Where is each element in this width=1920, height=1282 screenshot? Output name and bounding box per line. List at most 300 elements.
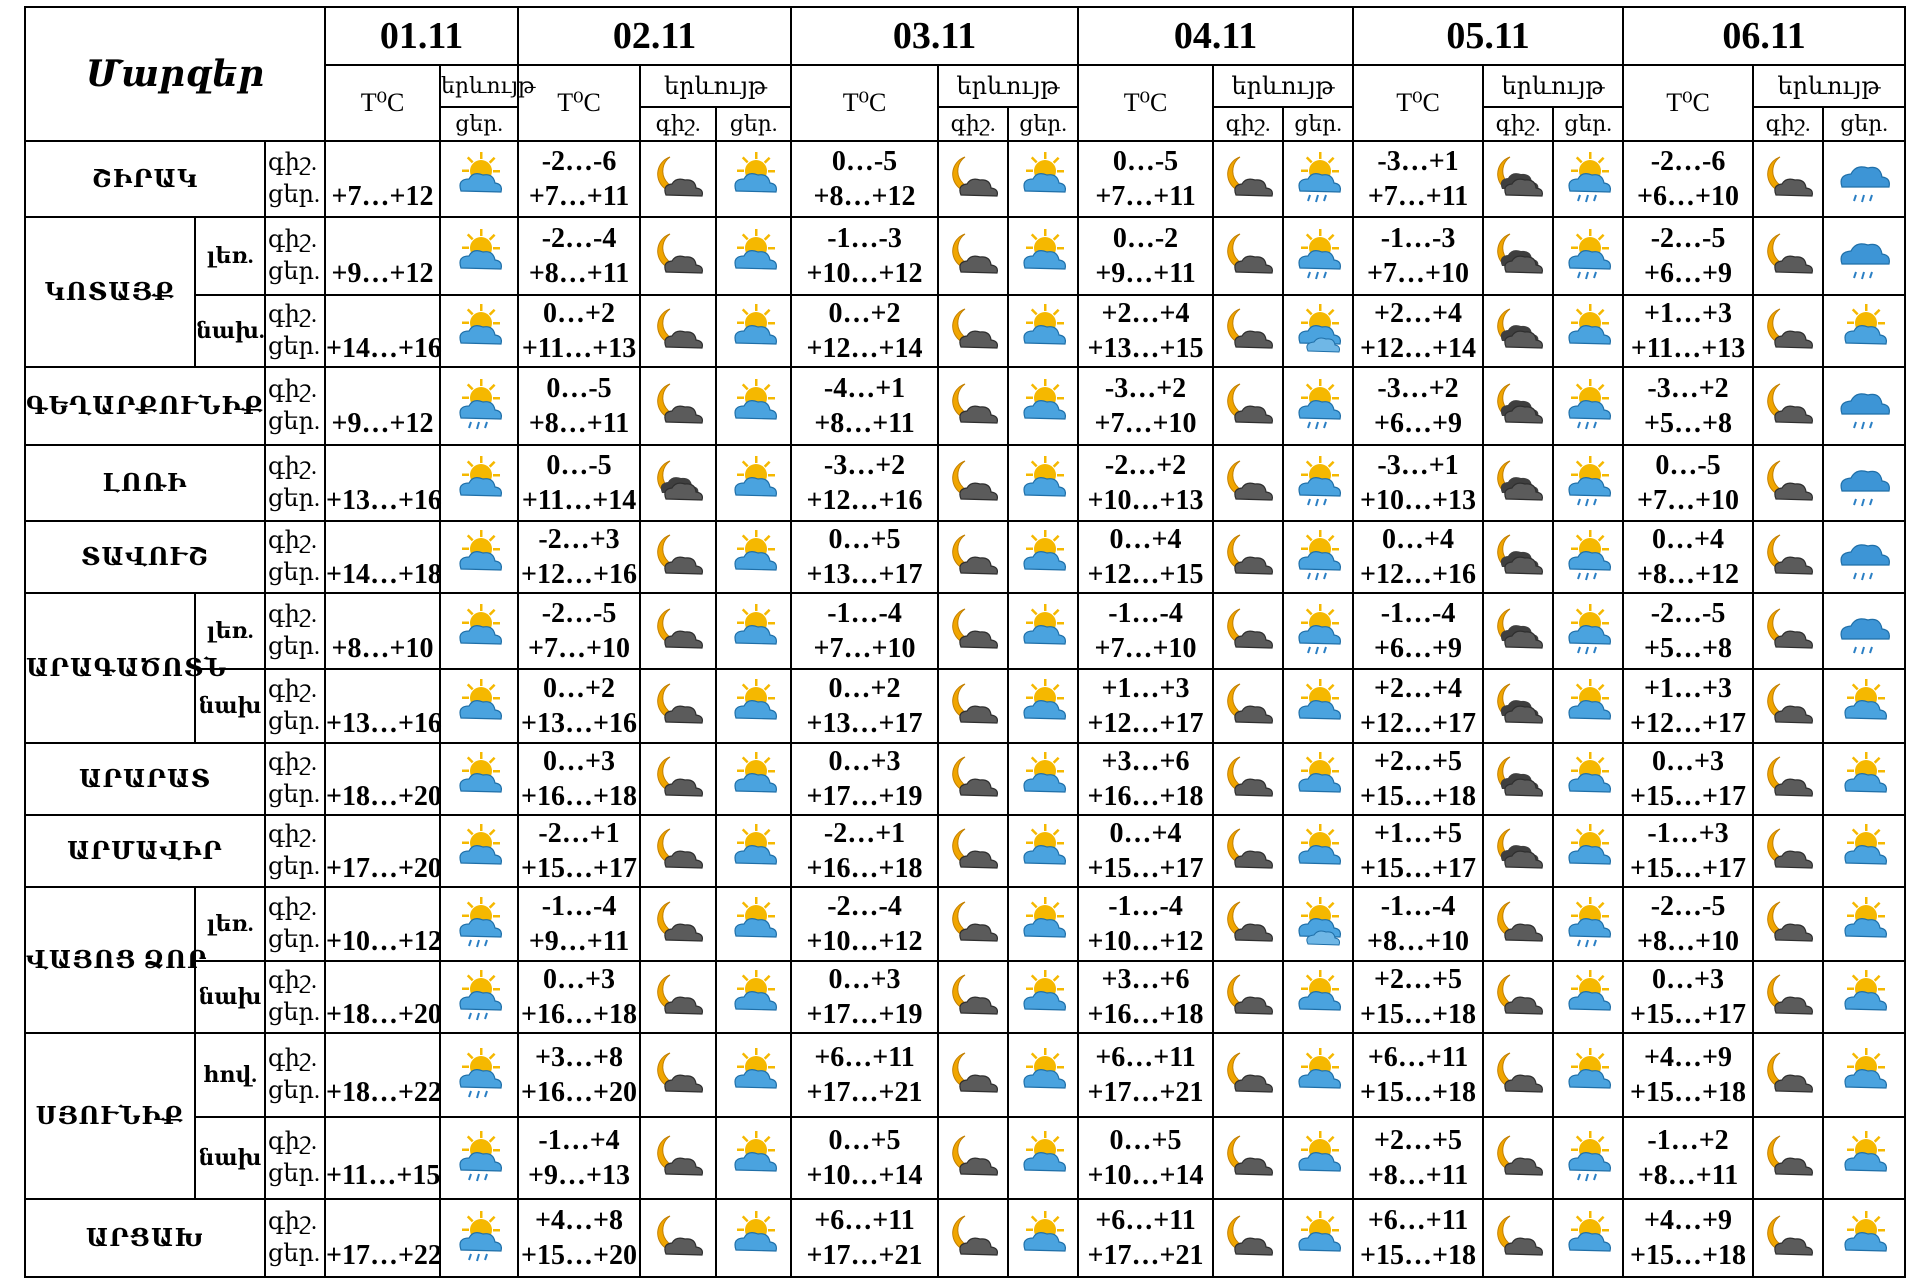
moon-dark-clouds-icon: [1483, 521, 1553, 593]
day-label: ցեր.: [268, 1241, 320, 1267]
temperature-cell: [325, 1117, 440, 1199]
temperature-cell: [518, 887, 640, 961]
sun-cloud-icon: [440, 217, 518, 295]
night-temp: +6…+11: [1367, 1042, 1469, 1073]
sun-clouds-icon: [1283, 887, 1353, 961]
temperature-cell: [791, 743, 938, 815]
day-temp: +16…+20: [521, 1077, 637, 1108]
sun-cloud-icon: [1008, 1199, 1078, 1277]
day-temp: +13…+15: [1087, 333, 1204, 364]
night-temp: 0…+3: [828, 746, 901, 777]
night-temp: +1…+3: [1644, 673, 1732, 704]
day-temp: +12…+14: [806, 333, 923, 364]
region-name: ԱՐԱՐԱՏ: [25, 743, 265, 815]
temperature-cell: [518, 295, 640, 367]
temperature-cell: [1078, 669, 1213, 743]
moon-dark-clouds-icon: [1483, 141, 1553, 217]
night-label: գիշ.: [268, 895, 317, 921]
day-temp: +11…+13: [1630, 333, 1746, 364]
temperature-cell: [791, 1199, 938, 1277]
moon-cloud-icon: [1213, 1117, 1283, 1199]
night-temp: 0…+4: [1382, 524, 1454, 555]
sun-cloud-rain-icon: [440, 367, 518, 445]
moon-cloud-icon: [1753, 367, 1823, 445]
moon-cloud-icon: [1753, 141, 1823, 217]
night-temp: +2…+5: [1374, 964, 1462, 995]
temperature-cell: [1353, 295, 1483, 367]
moon-cloud-icon: [1483, 1199, 1553, 1277]
day-temp: +8…+11: [814, 408, 915, 439]
sun-cloud-rain-icon: [1283, 521, 1353, 593]
temperature-cell: [325, 593, 440, 669]
night-temp: 0…+3: [543, 746, 615, 777]
sun-cloud-icon: [1553, 1199, 1623, 1277]
temperature-cell: [791, 961, 938, 1033]
temp-header: T⁰C: [1078, 65, 1213, 141]
day-temp: +17…+21: [806, 1077, 923, 1108]
phenomenon-header: երևույթ: [938, 65, 1078, 107]
day-label: ցեր.: [1823, 107, 1905, 141]
moon-cloud-icon: [640, 593, 716, 669]
day-label: ցեր.: [268, 182, 320, 208]
temperature-cell: [1353, 1199, 1483, 1277]
sun-cloud-icon: [1823, 743, 1905, 815]
day-label: ցեր.: [268, 486, 320, 512]
temp-header: T⁰C: [518, 65, 640, 141]
day-temp: +15…+17: [1630, 781, 1746, 812]
region-name: ԿՈՏԱՅՔ: [25, 217, 195, 367]
night-temp: [326, 744, 439, 779]
zone-label: լեռ.: [195, 593, 265, 669]
day-temp: +17…+19: [806, 781, 923, 812]
night-label: գիշ.: [268, 1209, 317, 1235]
zone-label: հով.: [195, 1033, 265, 1117]
day-temp: +9…+13: [528, 1160, 630, 1191]
sun-cloud-icon: [1553, 1033, 1623, 1117]
temperature-cell: [791, 445, 938, 521]
night-temp: +3…+6: [1101, 746, 1190, 777]
night-temp: +1…+3: [1644, 298, 1732, 329]
day-temp: +15…+17: [1630, 999, 1746, 1030]
moon-cloud-icon: [640, 815, 716, 887]
zone-label: լեռ.: [195, 887, 265, 961]
sun-cloud-icon: [1008, 815, 1078, 887]
day-temp: +14…+18: [326, 559, 442, 590]
night-temp: [326, 1040, 439, 1075]
night-temp: [326, 1123, 439, 1158]
temperature-cell: [518, 1117, 640, 1199]
time-of-day: [265, 669, 325, 743]
sun-cloud-icon: [1008, 743, 1078, 815]
day-temp: +12…+16: [806, 485, 923, 516]
region-name: ԳԵՂԱՐՔՈՒՆԻՔ: [25, 367, 265, 445]
moon-dark-clouds-icon: [1483, 445, 1553, 521]
night-temp: -2…-5: [1650, 223, 1726, 254]
temperature-cell: [1353, 1117, 1483, 1199]
sun-cloud-icon: [1008, 1117, 1078, 1199]
night-temp: [326, 1203, 439, 1238]
moon-cloud-icon: [1753, 593, 1823, 669]
moon-cloud-icon: [938, 1199, 1008, 1277]
temperature-cell: [1353, 815, 1483, 887]
temperature-cell: [325, 887, 440, 961]
zone-label: լեռ.: [195, 217, 265, 295]
night-label: գիշ.: [1753, 107, 1823, 141]
temperature-cell: [1353, 593, 1483, 669]
sun-cloud-icon: [1283, 1033, 1353, 1117]
sun-cloud-icon: [440, 815, 518, 887]
night-temp: -1…+2: [1647, 1125, 1729, 1156]
day-temp: +7…+10: [813, 633, 916, 664]
night-temp: -2…-5: [541, 598, 617, 629]
moon-cloud-icon: [1753, 669, 1823, 743]
temperature-cell: [1078, 593, 1213, 669]
day-temp: +13…+16: [326, 485, 442, 516]
day-temp: +12…+17: [1630, 708, 1746, 739]
day-temp: +13…+16: [326, 708, 442, 739]
sun-cloud-icon: [1008, 521, 1078, 593]
temperature-cell: [791, 295, 938, 367]
night-temp: +4…+9: [1644, 1205, 1732, 1236]
day-label: ցեր.: [1553, 107, 1623, 141]
temperature-cell: [518, 669, 640, 743]
night-temp: -1…-4: [1108, 598, 1183, 629]
temperature-cell: [1078, 521, 1213, 593]
night-label: գիշ.: [268, 377, 317, 403]
night-temp: -1…-3: [1380, 223, 1456, 254]
night-temp: +3…+6: [1101, 964, 1190, 995]
temperature-cell: [1353, 521, 1483, 593]
sun-cloud-icon: [1283, 669, 1353, 743]
day-temp: +17…+21: [1087, 1077, 1204, 1108]
moon-cloud-icon: [938, 445, 1008, 521]
cloud-rain-icon: [1823, 367, 1905, 445]
temperature-cell: [1623, 141, 1753, 217]
night-temp: +6…+11: [814, 1042, 915, 1073]
date-header: 04.11: [1078, 7, 1353, 65]
moon-cloud-icon: [1213, 217, 1283, 295]
sun-cloud-icon: [716, 445, 791, 521]
sun-cloud-rain-icon: [1553, 445, 1623, 521]
sun-cloud-icon: [1553, 961, 1623, 1033]
night-temp: +2…+4: [1374, 673, 1462, 704]
sun-cloud-icon: [1008, 669, 1078, 743]
sun-cloud-icon: [440, 295, 518, 367]
sun-cloud-rain-icon: [1553, 217, 1623, 295]
day-temp: +8…+12: [813, 181, 916, 212]
moon-cloud-icon: [938, 593, 1008, 669]
moon-dark-clouds-icon: [1483, 295, 1553, 367]
time-of-day: [265, 961, 325, 1033]
day-temp: +15…+17: [1087, 853, 1204, 884]
sun-cloud-rain-icon: [1553, 1117, 1623, 1199]
day-temp: +10…+13: [1087, 485, 1204, 516]
day-temp: +16…+18: [1087, 999, 1204, 1030]
day-temp: +16…+18: [1087, 781, 1204, 812]
day-temp: +15…+18: [1630, 1240, 1746, 1271]
temperature-cell: [518, 445, 640, 521]
time-of-day: [265, 1033, 325, 1117]
night-temp: 0…-5: [1112, 146, 1179, 177]
sun-cloud-rain-icon: [440, 1199, 518, 1277]
day-temp: +15…+17: [1630, 853, 1746, 884]
night-temp: -1…-4: [541, 891, 617, 922]
night-temp: 0…+5: [828, 524, 901, 555]
temperature-cell: [1623, 1199, 1753, 1277]
day-temp: +7…+11: [528, 181, 630, 212]
day-temp: +8…+12: [1637, 559, 1739, 590]
day-temp: +9…+11: [1095, 258, 1196, 289]
night-temp: 0…+2: [828, 673, 901, 704]
night-temp: 0…+5: [1109, 1125, 1182, 1156]
table-row: [25, 1117, 1905, 1199]
table-row: [25, 521, 1905, 593]
temperature-cell: [325, 1199, 440, 1277]
time-of-day: [265, 521, 325, 593]
night-temp: 0…-5: [1655, 450, 1721, 481]
day-label: ցեր.: [1008, 107, 1078, 141]
night-temp: -1…-4: [827, 598, 902, 629]
temperature-cell: [518, 141, 640, 217]
temperature-cell: [791, 217, 938, 295]
day-temp: +17…+20: [326, 853, 442, 884]
sun-cloud-icon: [1008, 141, 1078, 217]
moon-dark-clouds-icon: [640, 445, 716, 521]
moon-cloud-icon: [1753, 295, 1823, 367]
temperature-cell: [1623, 1117, 1753, 1199]
day-temp: +7…+10: [1094, 408, 1197, 439]
night-temp: 0…+3: [828, 964, 901, 995]
temperature-cell: [791, 593, 938, 669]
night-label: գիշ.: [268, 968, 317, 994]
sun-cloud-icon: [1283, 815, 1353, 887]
night-temp: +3…+8: [535, 1042, 623, 1073]
day-label: ցեր.: [268, 334, 320, 360]
night-temp: -2…-5: [1650, 598, 1726, 629]
night-temp: 0…+5: [828, 1125, 901, 1156]
sun-cloud-icon: [716, 961, 791, 1033]
sun-cloud-rain-icon: [1283, 445, 1353, 521]
moon-cloud-icon: [1753, 961, 1823, 1033]
sun-cloud-icon: [1008, 295, 1078, 367]
day-temp: +17…+22: [326, 1240, 442, 1271]
night-temp: +2…+4: [1374, 298, 1462, 329]
night-label: գիշ.: [640, 107, 716, 141]
night-label: գիշ.: [268, 822, 317, 848]
sun-cloud-icon: [1553, 743, 1623, 815]
date-header: 02.11: [518, 7, 791, 65]
temperature-cell: [1078, 367, 1213, 445]
zone-label: նախ: [195, 669, 265, 743]
night-temp: [326, 671, 439, 706]
moon-cloud-icon: [1213, 1199, 1283, 1277]
time-of-day: [265, 445, 325, 521]
night-temp: 0…+2: [543, 673, 615, 704]
sun-cloud-icon: [716, 593, 791, 669]
temp-header: T⁰C: [1353, 65, 1483, 141]
time-of-day: [265, 295, 325, 367]
table-row: [25, 887, 1905, 961]
sun-cloud-rain-icon: [440, 961, 518, 1033]
night-temp: -1…-4: [1380, 891, 1456, 922]
temperature-cell: [791, 887, 938, 961]
night-label: գիշ.: [268, 750, 317, 776]
day-temp: +11…+15: [326, 1160, 441, 1191]
day-temp: +9…+11: [528, 926, 630, 957]
temperature-cell: [1353, 669, 1483, 743]
night-label: գիշ.: [268, 1046, 317, 1072]
day-temp: +18…+22: [326, 1077, 442, 1108]
moon-cloud-icon: [938, 521, 1008, 593]
temp-header: T⁰C: [791, 65, 938, 141]
day-temp: +15…+18: [1360, 781, 1476, 812]
sun-cloud-icon: [1283, 1199, 1353, 1277]
temperature-cell: [325, 217, 440, 295]
zone-label: նախ: [195, 961, 265, 1033]
moon-cloud-icon: [640, 1199, 716, 1277]
temperature-cell: [791, 141, 938, 217]
table-row: [25, 1199, 1905, 1277]
night-temp: 0…+2: [828, 298, 901, 329]
day-temp: +6…+9: [1374, 408, 1462, 439]
day-temp: +15…+18: [1630, 1077, 1746, 1108]
night-temp: 0…+4: [1109, 524, 1182, 555]
date-header: 06.11: [1623, 7, 1905, 65]
day-temp: +8…+11: [528, 408, 630, 439]
time-of-day: [265, 141, 325, 217]
night-temp: +2…+5: [1374, 746, 1462, 777]
moon-cloud-icon: [640, 1033, 716, 1117]
temperature-cell: [325, 521, 440, 593]
day-temp: +15…+20: [521, 1240, 637, 1271]
temperature-cell: [1353, 217, 1483, 295]
moon-cloud-icon: [938, 1033, 1008, 1117]
day-temp: +7…+10: [1094, 633, 1197, 664]
date-header: 03.11: [791, 7, 1078, 65]
table-row: [25, 217, 1905, 295]
night-label: գիշ.: [1213, 107, 1283, 141]
day-label: ցեր.: [268, 409, 320, 435]
moon-cloud-icon: [640, 743, 716, 815]
night-temp: -2…-4: [827, 891, 902, 922]
night-temp: [326, 296, 439, 331]
moon-cloud-icon: [1753, 743, 1823, 815]
night-temp: [326, 889, 439, 924]
day-temp: +5…+8: [1644, 633, 1732, 664]
day-temp: +7…+11: [1095, 181, 1196, 212]
temperature-cell: [1623, 887, 1753, 961]
moon-cloud-icon: [1483, 887, 1553, 961]
night-temp: [326, 371, 439, 406]
temperature-cell: [1078, 887, 1213, 961]
moon-cloud-icon: [1213, 743, 1283, 815]
table-row: [25, 367, 1905, 445]
night-temp: [326, 596, 439, 631]
time-of-day: [265, 217, 325, 295]
temp-header: T⁰C: [325, 65, 440, 141]
night-temp: 0…+2: [543, 298, 615, 329]
sun-cloud-icon: [1553, 669, 1623, 743]
temperature-cell: [518, 593, 640, 669]
sun-cloud-icon: [1008, 217, 1078, 295]
day-label: ցեր.: [268, 927, 320, 953]
time-of-day: [265, 593, 325, 669]
sun-cloud-icon: [1823, 669, 1905, 743]
table-row: [25, 961, 1905, 1033]
day-temp: +12…+17: [1360, 708, 1476, 739]
day-label: ցեր.: [268, 1000, 320, 1026]
day-temp: +12…+17: [1087, 708, 1204, 739]
night-temp: -3…+2: [1104, 373, 1187, 404]
sun-cloud-icon: [440, 521, 518, 593]
day-temp: +12…+14: [1360, 333, 1476, 364]
moon-cloud-icon: [640, 295, 716, 367]
moon-cloud-icon: [1213, 445, 1283, 521]
temperature-cell: [518, 217, 640, 295]
day-temp: +16…+18: [521, 781, 637, 812]
day-temp: +13…+17: [806, 708, 923, 739]
moon-cloud-icon: [1213, 669, 1283, 743]
moon-cloud-icon: [938, 743, 1008, 815]
sun-cloud-icon: [440, 445, 518, 521]
night-temp: -3…+2: [1647, 373, 1729, 404]
day-label: ցեր.: [268, 634, 320, 660]
sun-cloud-rain-icon: [1553, 887, 1623, 961]
night-label: գիշ.: [938, 107, 1008, 141]
moon-cloud-icon: [1753, 1199, 1823, 1277]
moon-dark-clouds-icon: [1483, 815, 1553, 887]
cloud-rain-icon: [1823, 217, 1905, 295]
day-temp: +8…+10: [1367, 926, 1469, 957]
day-temp: +7…+12: [331, 181, 434, 212]
night-temp: [326, 448, 439, 483]
night-temp: -3…+2: [1377, 373, 1459, 404]
day-label: ցեր.: [268, 709, 320, 735]
night-temp: -1…+3: [1647, 818, 1729, 849]
sun-cloud-rain-icon: [440, 887, 518, 961]
zone-label: նախ.: [195, 295, 265, 367]
temperature-cell: [1078, 815, 1213, 887]
day-temp: +15…+18: [1360, 1077, 1476, 1108]
zone-label: նախ: [195, 1117, 265, 1199]
day-temp: +10…+12: [806, 926, 923, 957]
moon-cloud-icon: [640, 367, 716, 445]
table-row: [25, 743, 1905, 815]
region-name: ՎԱՅՈՑ ՁՈՐ: [25, 887, 195, 1033]
day-temp: +17…+21: [806, 1240, 923, 1271]
day-temp: +15…+17: [521, 853, 637, 884]
sun-cloud-icon: [716, 887, 791, 961]
time-of-day: [265, 815, 325, 887]
moon-cloud-icon: [1213, 815, 1283, 887]
sun-cloud-icon: [716, 295, 791, 367]
night-label: գիշ.: [1483, 107, 1553, 141]
day-temp: +6…+10: [1637, 181, 1739, 212]
day-temp: +17…+19: [806, 999, 923, 1030]
moon-cloud-icon: [1213, 593, 1283, 669]
day-temp: +10…+12: [1087, 926, 1204, 957]
temperature-cell: [325, 295, 440, 367]
sun-cloud-icon: [1823, 1117, 1905, 1199]
sun-cloud-rain-icon: [440, 1033, 518, 1117]
day-temp: +18…+20: [326, 781, 442, 812]
moon-cloud-icon: [1753, 887, 1823, 961]
day-label: ցեր.: [268, 854, 320, 880]
day-temp: +6…+9: [1644, 258, 1732, 289]
moon-cloud-icon: [640, 887, 716, 961]
table-row: [25, 295, 1905, 367]
night-temp: 0…+3: [1652, 746, 1724, 777]
